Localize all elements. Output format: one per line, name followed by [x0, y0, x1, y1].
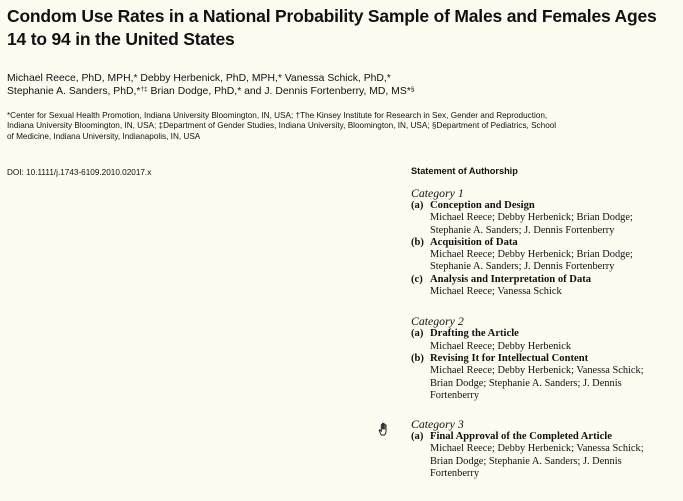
doi-line: DOI: 10.1111/j.1743-6109.2010.02017.x: [7, 168, 152, 177]
item-authors: Michael Reece; Debby Herbenick; Vanessa Schick; Brian Dodge; Stephanie A. Sanders; J. Dennis Fortenberry: [430, 365, 644, 401]
category-item: [411, 237, 683, 274]
category-2: [411, 314, 683, 402]
item-title: Drafting the Article: [430, 328, 519, 340]
item-title: Acquisition of Data: [430, 236, 518, 248]
category-title: Category 2: [411, 314, 464, 329]
category-item: [411, 200, 683, 237]
category-item: [411, 353, 683, 402]
category-1: [411, 186, 683, 298]
affiliations: *Center for Sexual Health Promotion, Indiana University Bloomington, IN, USA; †The Kinsey Institute for Research in Sex, Gender and Reproduction, Indiana University Bloomington, IN, USA; ‡Department of Gender Studies, Indiana University, Bloomington, IN, USA; §Department of Pediatrics, School of Medicine, Indiana University, Indianapolis, IN, USA: [7, 111, 557, 141]
authors-line-2a-sup: †‡: [140, 85, 148, 93]
item-authors: Michael Reece; Debby Herbenick; Vanessa Schick; Brian Dodge; Stephanie A. Sanders; J. Dennis Fortenberry: [430, 443, 644, 480]
hand-cursor-icon: [377, 422, 391, 436]
author-list: [7, 73, 677, 99]
authors-line-1: Michael Reece, PhD, MPH,* Debby Herbenick, PhD, MPH,* Vanessa Schick, PhD,*: [7, 73, 391, 84]
item-title: Conception and Design: [430, 200, 535, 211]
category-item: [411, 431, 683, 480]
item-authors: Michael Reece; Debby Herbenick; Brian Dodge; Stephanie A. Sanders; J. Dennis Fortenberry: [430, 212, 633, 236]
authors-line-2b: Brian Dodge, PhD,* and J. Dennis Fortenberry, MD, MS*: [147, 85, 411, 97]
category-title: Category 1: [411, 186, 464, 200]
authorship-heading: Statement of Authorship: [411, 166, 518, 176]
category-item: [411, 274, 683, 299]
item-letter: (a): [411, 200, 424, 211]
item-letter: (c): [411, 273, 423, 285]
authors-line-2b-sup: §: [410, 85, 415, 93]
item-letter: (b): [411, 236, 424, 248]
category-title: Category 3: [411, 417, 464, 432]
statement-of-authorship: [411, 165, 683, 480]
item-authors: Michael Reece; Vanessa Schick: [430, 286, 562, 298]
item-authors: Michael Reece; Debby Herbenick; Brian Dodge; Stephanie A. Sanders; J. Dennis Fortenberry: [430, 249, 633, 273]
item-letter: (a): [411, 431, 424, 443]
authors-line-2a: Stephanie A. Sanders, PhD,*: [7, 85, 141, 97]
category-3: [411, 417, 683, 480]
item-title: Final Approval of the Completed Article: [430, 431, 612, 443]
item-letter: (a): [411, 328, 424, 340]
item-title: Revising It for Intellectual Content: [430, 352, 589, 364]
paper-title: Condom Use Rates in a National Probability Sample of Males and Females Ages 14 to 94 in the United States: [7, 6, 657, 49]
item-letter: (b): [411, 352, 424, 364]
item-authors: Michael Reece; Debby Herbenick: [430, 340, 572, 352]
category-item: [411, 328, 683, 353]
item-title: Analysis and Interpretation of Data: [430, 273, 592, 285]
